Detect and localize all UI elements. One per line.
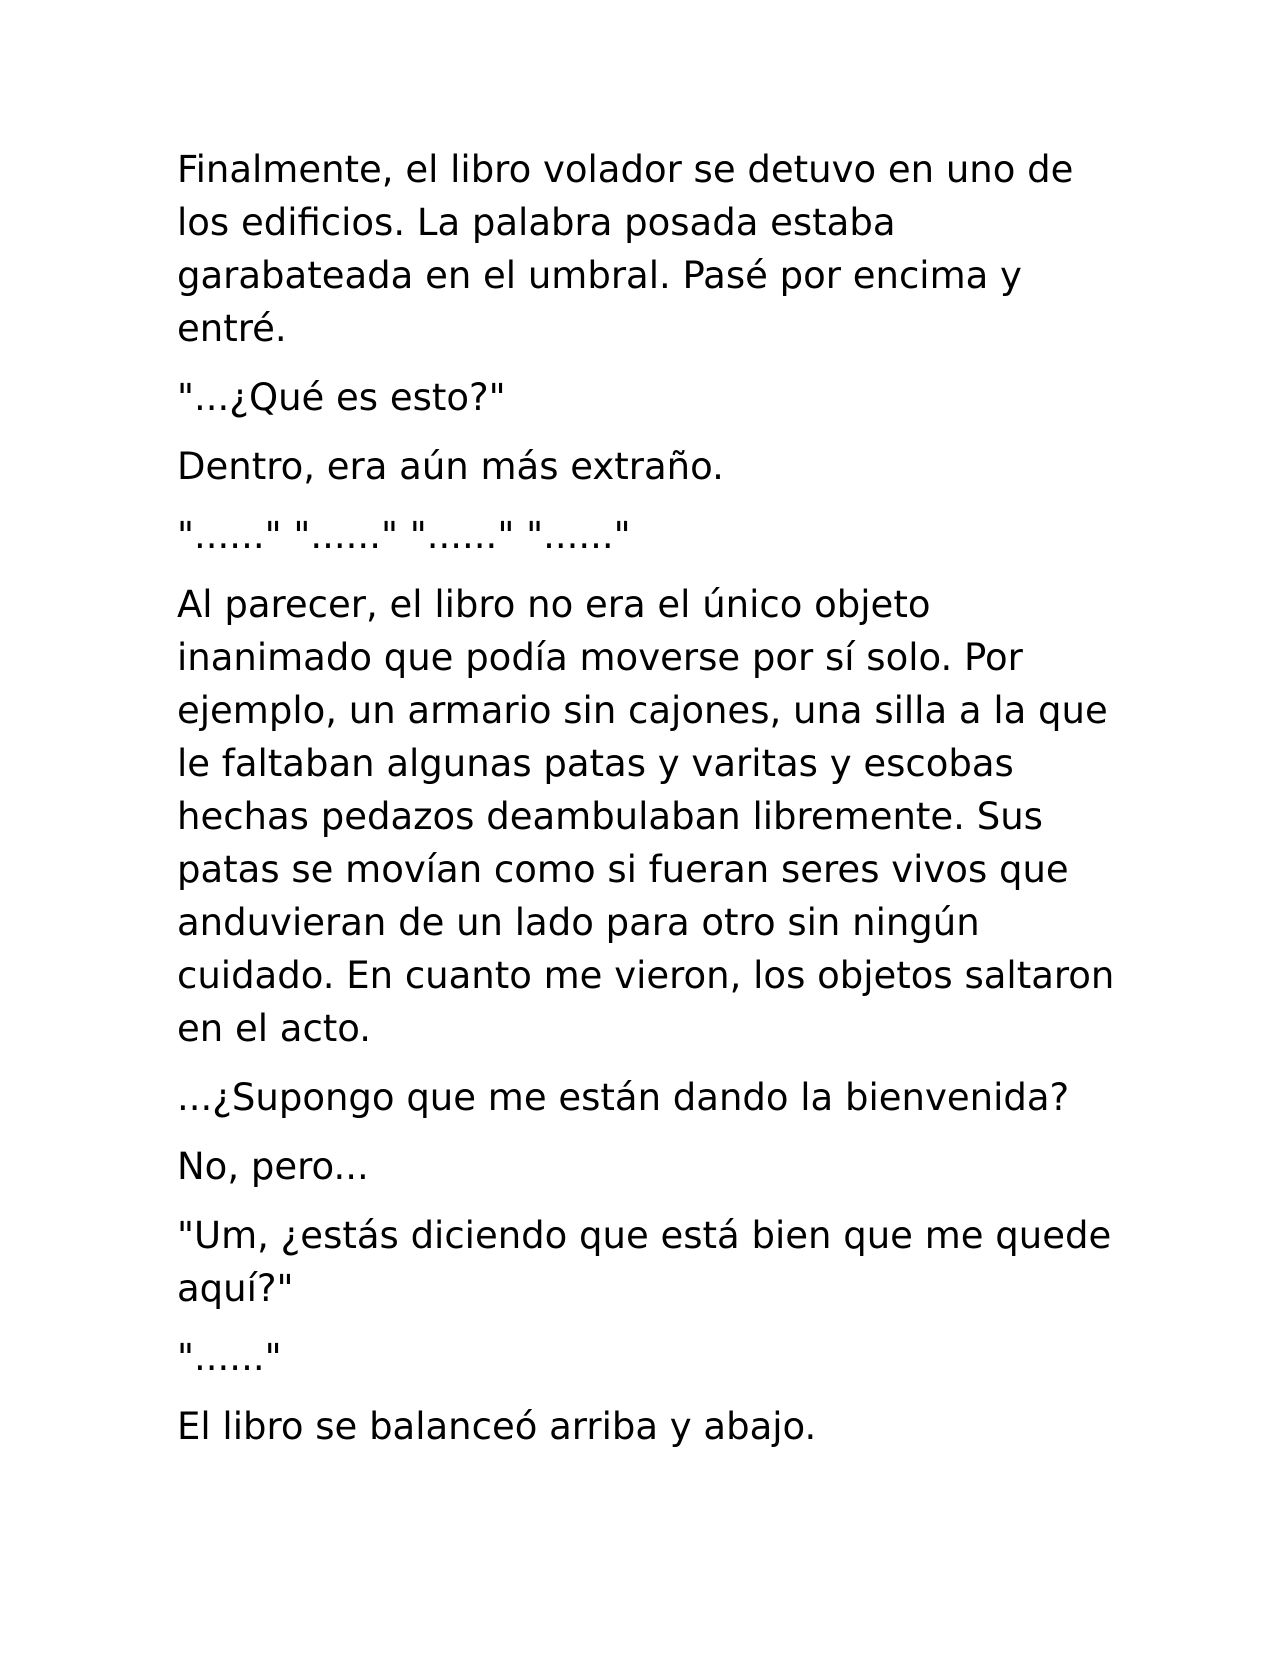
paragraph: "Um, ¿estás diciendo que está bien que me quede aquí?" bbox=[177, 1214, 1112, 1310]
paragraph: Finalmente, el libro volador se detuvo en uno de los edificios. La palabra posada estaba garabateada en el umbral. Pasé por encima y entré. bbox=[177, 148, 1074, 350]
paragraph: ...¿Supongo que me están dando la bienvenida? bbox=[177, 1076, 1070, 1119]
paragraph: Al parecer, el libro no era el único objeto inanimado que podía moverse por sí solo. Por ejemplo, un armario sin cajones, una silla a la que le faltaban algunas patas y varitas y escobas hechas pedazos deambulaban libremente. Sus patas se movían como si fueran seres vivos que anduvieran de un lado para otro sin ningún cuidado. En cuanto me vieron, los objetos saltaron en el acto. bbox=[177, 583, 1115, 1050]
paragraph: El libro se balanceó arriba y abajo. bbox=[177, 1405, 817, 1448]
paragraph: "......" "......" "......" "......" bbox=[177, 514, 631, 557]
paragraph: "......" bbox=[177, 1336, 282, 1379]
paragraph: Dentro, era aún más extraño. bbox=[177, 445, 724, 488]
paragraph: "...¿Qué es esto?" bbox=[177, 376, 506, 419]
document-page bbox=[177, 143, 1117, 1469]
paragraph: No, pero... bbox=[177, 1145, 369, 1188]
